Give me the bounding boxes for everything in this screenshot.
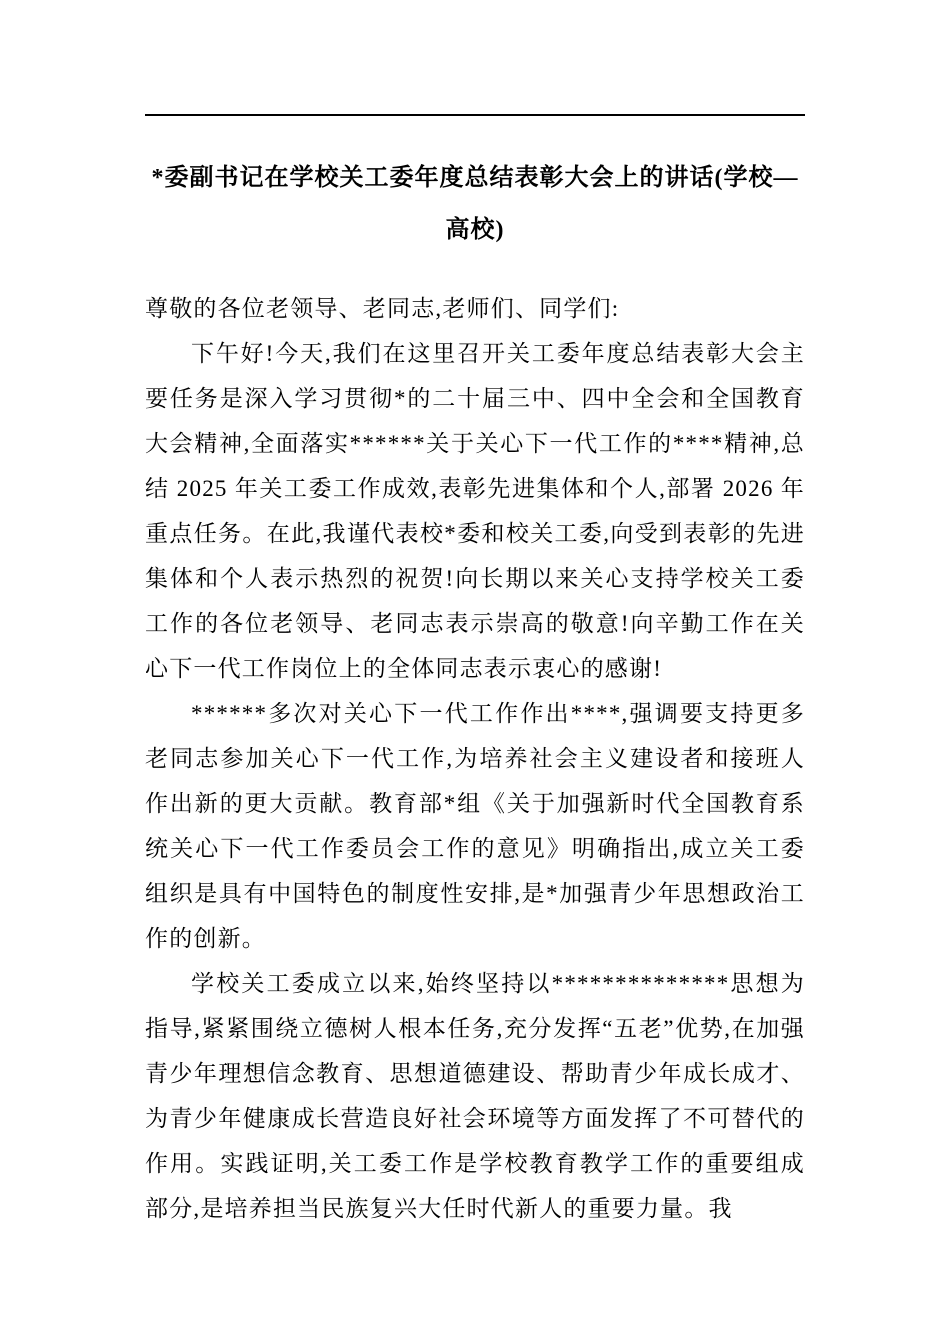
document-body [145, 286, 805, 1231]
document-title: *委副书记在学校关工委年度总结表彰大会上的讲话(学校—高校) [151, 165, 799, 243]
salutation-paragraph: 尊敬的各位老领导、老同志,老师们、同学们: [145, 296, 620, 321]
body-paragraph-3: 学校关工委成立以来,始终坚持以**************思想为指导,紧紧围绕立德树人根本任务,充分发挥“五老”优势,在加强青少年理想信念教育、思想道德建设、帮助青少年成长成才、为青少年健康成长营造良好社会环境等方面发挥了不可替代的作用。实践证明,关工委工作是学校教育教学工作的重要组成部分,是培养担当民族复兴大任时代新人的重要力量。我 [145, 971, 805, 1221]
header-divider [145, 114, 805, 116]
body-paragraph-1: 下午好!今天,我们在这里召开关工委年度总结表彰大会主要任务是深入学习贯彻*的二十届三中、四中全会和全国教育大会精神,全面落实******关于关心下一代工作的****精神,总结 2025 年关工委工作成效,表彰先进集体和个人,部署 2026 年重点任务。在此,我谨代表校*委和校关工委,向受到表彰的先进集体和个人表示热烈的祝贺!向长期以来关心支持学校关工委工作的各位老领导、老同志表示崇高的敬意!向辛勤工作在关心下一代工作岗位上的全体同志表示衷心的感谢! [145, 341, 805, 681]
body-paragraph-2: ******多次对关心下一代工作作出****,强调要支持更多老同志参加关心下一代工作,为培养社会主义建设者和接班人作出新的更大贡献。教育部*组《关于加强新时代全国教育系统关心下一代工作委员会工作的意见》明确指出,成立关工委组织是具有中国特色的制度性安排,是*加强青少年思想政治工作的创新。 [145, 701, 805, 951]
